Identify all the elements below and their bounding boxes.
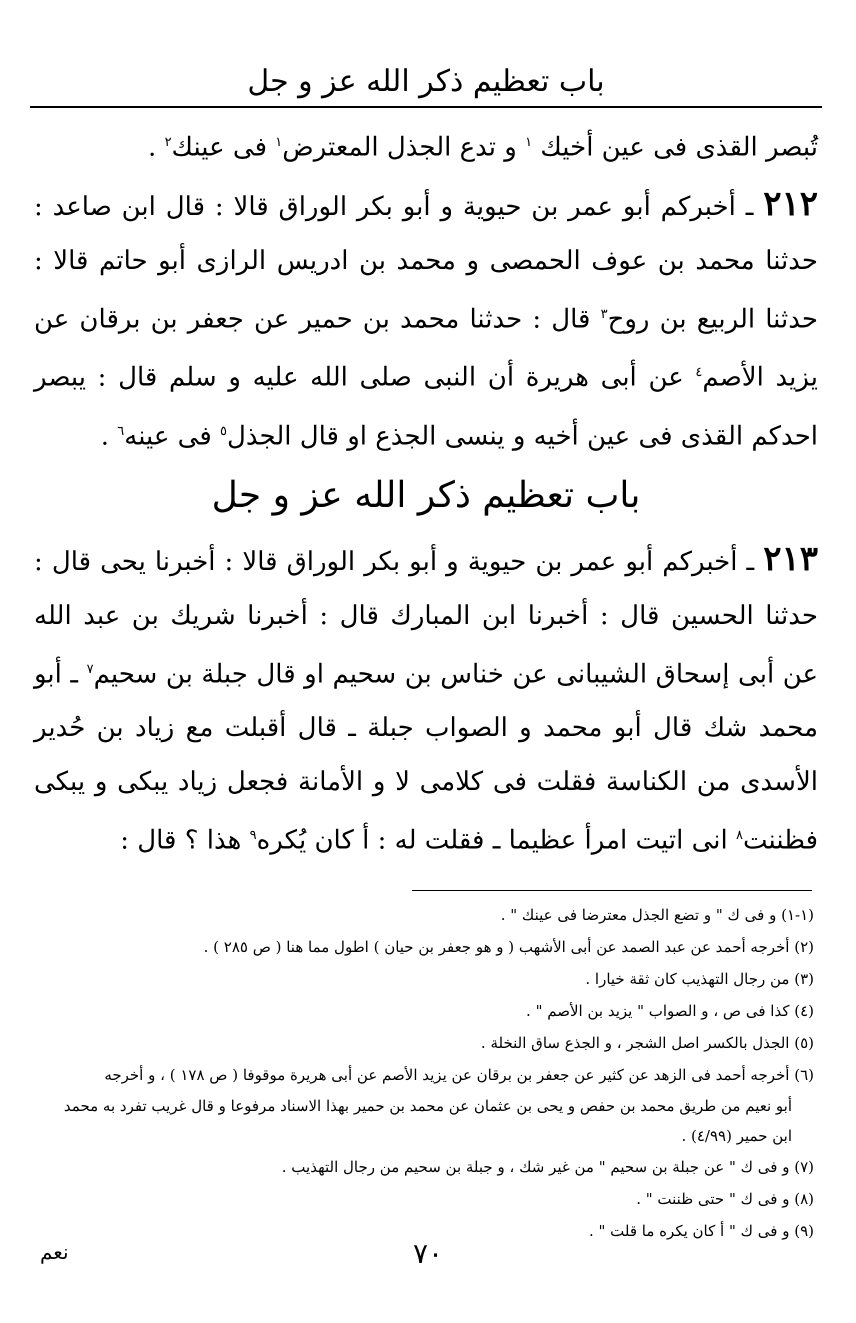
footnote-6-text: (٦) أخرجه أحمد فى الزهد عن كثير عن جعفر بن برقان عن يزيد الأصم عن أبى هريرة موقوفا ( ص ١٧٨ ) ، و أخرجه — [104, 1066, 814, 1085]
signature-mark: نعم — [40, 1240, 69, 1264]
hadith-line: عن خناس بن سحيم او قال جبلة بن سحيم — [93, 659, 548, 690]
continuation-line — [34, 118, 818, 173]
hadith-line: قال : حدثنا محمد بن حمير عن جعفر بن برقان عن يزيد الأصم — [34, 304, 818, 393]
continuation-text-3: فى عينك — [171, 132, 268, 163]
footnote-1: (١-١) و فى ك " و تضع الجذل معترضا فى عينك " . — [500, 906, 814, 925]
footnote-2: (٢) أخرجه أحمد عن عبد الصمد عن أبى الأشهب ( و هو جعفر بن حيان ) اطول مما هنا ( ص ٢٨٥ ) . — [203, 938, 814, 957]
hadith-line: ـ أخبركم أبو عمر بن حيوية و أبو بكر الوراق قالا : أخبرنا يحى قال : حدثنا — [34, 546, 819, 631]
page-number: ٧٠ — [412, 1237, 444, 1270]
period: . — [148, 132, 157, 163]
footnote-9: (٩) و فى ك " أ كان يكره ما قلت " . — [588, 1222, 814, 1241]
hadith-line: صلى الله عليه و سلم قال : يبصر احدكم القذى فى عين أخيه و ينسى الجذع او قال الجذل — [34, 362, 818, 452]
footnote-marker: ٢ — [164, 135, 172, 150]
hadith-line: ـ أخبركم أبو عمر بن حيوية و أبو بكر الوراق قالا : قال ابن صاعد : حدثنا — [34, 191, 818, 276]
footnote-6-continuation: ابن حمير (٤/٩٩) . — [681, 1127, 792, 1146]
running-header: باب تعظيم ذكر الله عز و جل — [247, 64, 605, 99]
footnote-marker: ١ — [525, 135, 533, 150]
footnote-marker: ٤ — [695, 365, 703, 381]
main-text — [34, 118, 818, 868]
continuation-text: تُبصر القذى فى عين أخيك — [540, 132, 818, 163]
footnote-marker: ٥ — [220, 423, 228, 439]
hadith-number: ٢١٢ — [763, 183, 818, 224]
hadith-line: قال أقبلت مع زياد بن حُدير الأسدى من الكناسة فقلت فى كلامى لا و الأمانة فجعل — [34, 713, 818, 798]
continuation-text-2: و تدع الجذل المعترض — [282, 132, 517, 163]
footnote-7: (٧) و فى ك " عن جبلة بن سحيم " من غير شك ، و جبلة بن سحيم من رجال التهذيب . — [281, 1158, 814, 1177]
hadith-line: عن أبى هريرة أن النبى — [423, 362, 684, 393]
footnote-marker: ٦ — [117, 423, 125, 439]
hadith-line: الحسين قال : أخبرنا ابن المبارك قال : أخبرنا شريك بن عبد الله عن أبى إسحاق الشيبانى — [34, 600, 819, 690]
footnote-marker: ٨ — [736, 828, 744, 844]
footnote-4: (٤) كذا فى ص ، و الصواب " يزيد بن الأصم " . — [526, 1002, 814, 1021]
footnote-marker: ٩ — [249, 828, 257, 844]
footnotes — [34, 899, 818, 1247]
hadith-213 — [34, 532, 818, 868]
header-divider — [30, 106, 822, 108]
footnote-marker: ٣ — [600, 306, 608, 322]
footnote-6-continuation: أبو نعيم من طريق محمد بن حفص و يحى بن عثمان عن محمد بن حمير بهذا الاسناد مرفوعا و قال غريب تفرد به محمد — [63, 1097, 792, 1116]
footnote-8: (٨) و فى ك " حتى ظننت " . — [636, 1190, 814, 1209]
hadith-line: فى عينه — [124, 421, 212, 452]
hadith-line: ـ أبو محمد شك قال أبو محمد و الصواب جبلة ـ — [34, 659, 819, 744]
footnote-6 — [34, 1059, 818, 1151]
hadith-line: محمد بن عوف الحمصى و محمد بن ادريس الرازى أبو حاتم قالا : حدثنا الربيع بن روح — [34, 245, 818, 335]
period: . — [100, 421, 109, 452]
footnote-divider — [412, 890, 812, 892]
footnote-marker: ١ — [275, 135, 283, 150]
footnote-5: (٥) الجذل بالكسر اصل الشجر ، و الجذع ساق النخلة . — [480, 1034, 814, 1053]
hadith-line: زياد يبكى و يبكى فظننت — [34, 767, 818, 856]
hadith-line: هذا ؟ قال : — [120, 825, 242, 856]
hadith-212 — [34, 177, 818, 464]
hadith-number: ٢١٣ — [763, 538, 818, 579]
section-heading: باب تعظيم ذكر الله عز و جل — [211, 474, 641, 516]
hadith-line: انى اتيت امرأ عظيما ـ فقلت له : أ كان يُكره — [256, 825, 728, 856]
footnote-marker: ٧ — [86, 661, 94, 677]
footnote-3: (٣) من رجال التهذيب كان ثقة خيارا . — [585, 970, 814, 989]
